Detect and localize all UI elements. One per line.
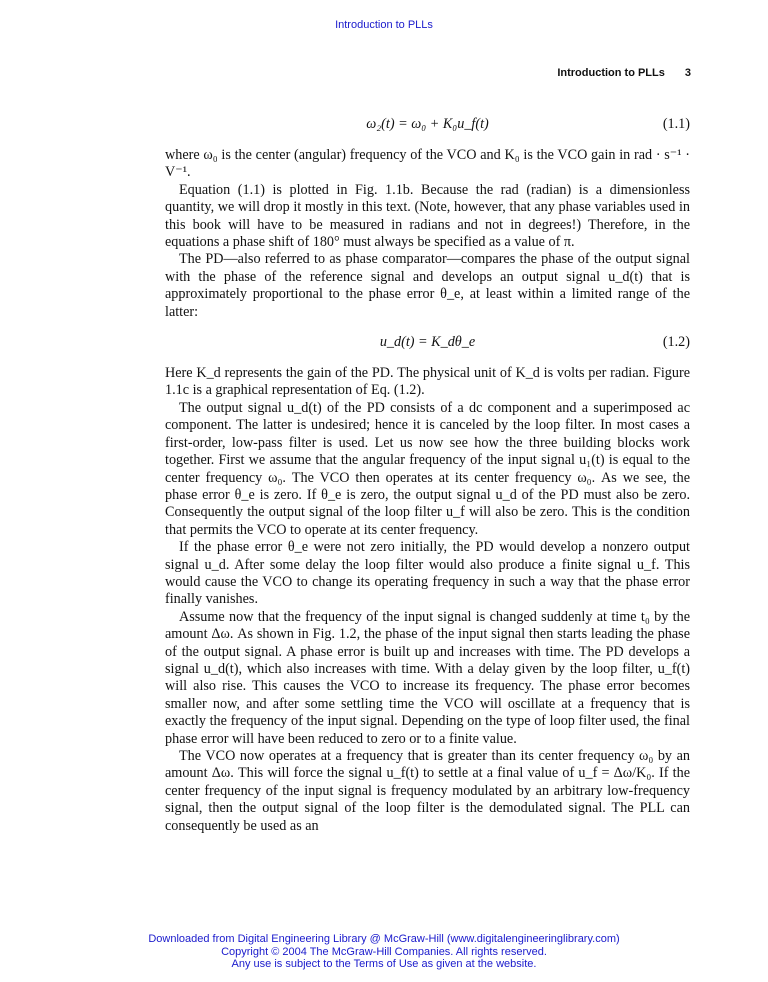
running-head xyxy=(557,67,691,79)
paragraph: The output signal u_d(t) of the PD consists of a dc component and a superimposed ac component. The latter is undesired; hence it is canceled by the loop filter. In most cases a first-order, low-pass filter is used. Let us now see how the three building blocks work together. First we assume that the angular frequency of the input signal u₁(t) is equal to the center frequency ω₀. The VCO then operates at its center frequency ω₀. As we see, the phase error θ_e is zero. If θ_e is zero, the output signal u_d of the PD must also be zero. Consequently the output signal of the loop filter u_f will also be zero. This is the condition that permits the VCO to operate at its center frequency. xyxy=(165,399,690,538)
footer-notice xyxy=(0,933,768,971)
paragraph: The VCO now operates at a frequency that is greater than its center frequency ω₀ by an amount Δω. This will force the signal u_f(t) to settle at a final value of u_f = Δω/K₀. If the center frequency of the input signal is frequency modulated by an arbitrary low-frequency signal, then the output signal of the loop filter is the demodulated signal. The PLL can consequently be used as an xyxy=(165,748,690,834)
paragraph: where ω₀ is the center (angular) frequency of the VCO and K₀ is the VCO gain in rad · s⁻¹ · V⁻¹. xyxy=(165,147,690,181)
footer-download-link[interactable]: Downloaded from Digital Engineering Library @ McGraw-Hill (www.digitalengineeringlibrary.com) xyxy=(148,933,620,945)
equation-1-2 xyxy=(165,327,690,357)
equation-number: (1.2) xyxy=(662,334,690,351)
equation-1-1 xyxy=(165,109,690,139)
page-number: 3 xyxy=(684,67,691,79)
footer-terms[interactable]: Any use is subject to the Terms of Use as given at the website. xyxy=(231,958,537,971)
footer-copyright[interactable]: Copyright © 2004 The McGraw-Hill Companies. All rights reserved. xyxy=(221,945,547,958)
paragraph: If the phase error θ_e were not zero initially, the PD would develop a nonzero output signal u_d. After some delay the loop filter would also produce a finite signal u_f. This would cause the VCO to change its operating frequency in such a way that the phase error finally vanishes. xyxy=(165,539,690,608)
paragraph: Here K_d represents the gain of the PD. The physical unit of K_d is volts per radian. Figure 1.1c is a graphical representation of Eq. (1.2). xyxy=(165,365,690,399)
running-head-title: Introduction to PLLs xyxy=(557,67,665,79)
equation-body: ω₂(t) = ω₀ + K₀u_f(t) xyxy=(366,116,489,132)
top-link[interactable]: Introduction to PLLs xyxy=(335,19,433,31)
body-text xyxy=(165,109,690,835)
equation-number: (1.1) xyxy=(662,116,690,132)
paragraph: Assume now that the frequency of the input signal is changed suddenly at time t₀ by the amount Δω. As shown in Fig. 1.2, the phase of the input signal then starts leading the phase of the output signal. A phase error is built up and increases with time. The PD develops a signal u_d(t), which also increases with time. With a delay given by the loop filter, u_f(t) will also rise. This causes the VCO to increase its frequency. The phase error becomes smaller now, and after some settling time the VCO will oscillate at a frequency that is exactly the frequency of the input signal. Depending on the type of loop filter used, the final phase error will have been reduced to zero or to a finite value. xyxy=(165,608,690,747)
paragraph: Equation (1.1) is plotted in Fig. 1.1b. Because the rad (radian) is a dimensionless quantity, we will drop it mostly in this text. (Note, however, that any phase variables used in this book will have to be measured in radians and not in degrees!) Therefore, in the equations a phase shift of 180° must always be specified as a value of π. xyxy=(165,181,690,251)
paragraph: The PD—also referred to as phase comparator—compares the phase of the output signal with the phase of the reference signal and develops an output signal u_d(t) that is approximately proportional to the phase error θ_e, at least within a limited range of the latter: xyxy=(165,251,690,320)
equation-body: u_d(t) = K_dθ_e xyxy=(379,334,476,351)
